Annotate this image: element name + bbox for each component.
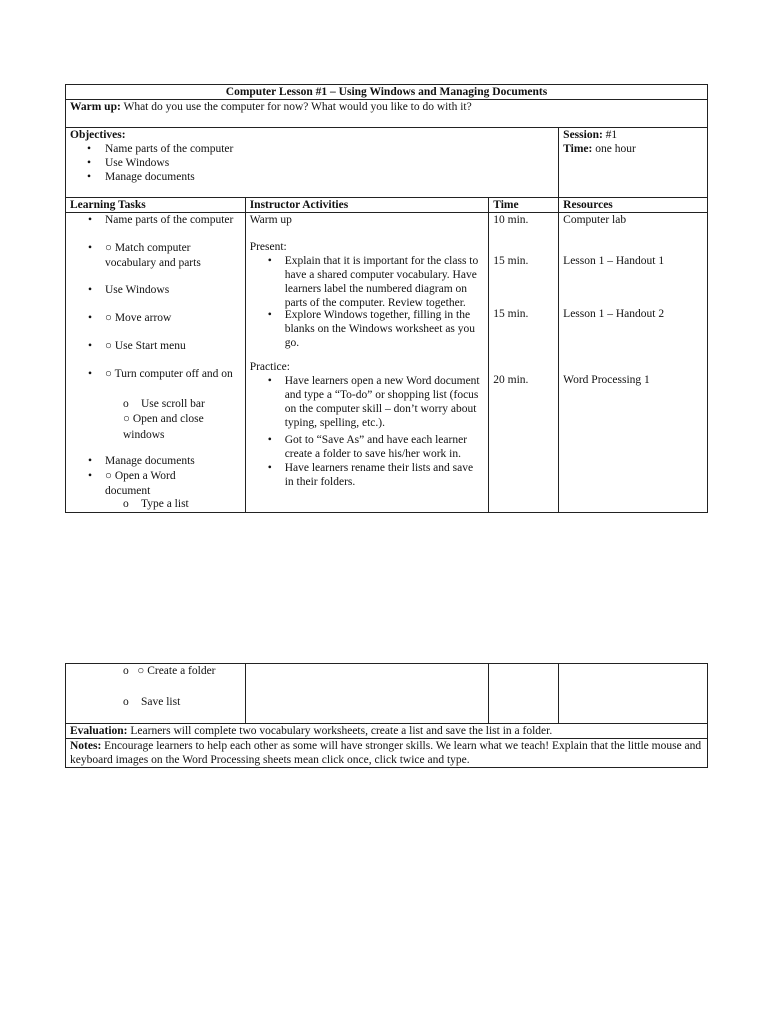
objectives-list [70, 142, 554, 184]
time-value: one hour [592, 143, 636, 155]
bullet-icon: • [88, 312, 93, 324]
activity-item: • Explore Windows together, filling in the blanks on the Windows worksheet as you go. [267, 309, 476, 349]
evaluation-row [66, 724, 708, 739]
objective-item: • Use Windows [87, 157, 170, 169]
task-item: • ○ Open a Word document [88, 470, 176, 497]
activity-practice-label: Practice: [249, 361, 290, 373]
header-learning-tasks: Learning Tasks [66, 198, 246, 213]
time-cell [489, 664, 559, 724]
instructor-activities-cell [245, 664, 489, 724]
task-subitem: o Use scroll bar [123, 398, 205, 410]
bullet-icon: • [88, 284, 93, 296]
session-cell [559, 128, 708, 198]
bullet-icon: • [267, 434, 272, 446]
objective-item: • Name parts of the computer [87, 143, 234, 155]
bullet-icon: • [87, 157, 92, 169]
lesson-table [65, 84, 708, 513]
activity-item: • Got to “Save As” and have each learner create a folder to save his/her work in. [267, 434, 468, 460]
lesson-table-continued [65, 663, 708, 768]
warmup-text: What do you use the computer for now? What would you like to do with it? [120, 101, 472, 113]
time-value-3: 15 min. [493, 308, 529, 320]
activity-warmup: Warm up [249, 214, 292, 226]
circle-bullet-icon: o [123, 498, 129, 510]
notes-text: Encourage learners to help each other as some will have stronger skills. We learn what we teach! Explain that the little mouse and keyboard images on the Word Processing sheets mean click once, click twice and type. [70, 740, 702, 766]
activity-item: • Have learners rename their lists and save in their folders. [267, 462, 474, 488]
resource-item: Computer lab [563, 214, 627, 226]
evaluation-text: Learners will complete two vocabulary worksheets, create a list and save the list in a folder. [127, 725, 553, 737]
task-subitem: ○ Open and close windows [123, 413, 204, 441]
objective-item: • Manage documents [87, 171, 195, 183]
evaluation-label: Evaluation: [70, 725, 128, 737]
resources-cell [559, 213, 708, 513]
warmup-row [66, 100, 708, 128]
resource-item: Word Processing 1 [563, 374, 650, 386]
learning-tasks-cell [66, 664, 246, 724]
circle-bullet-icon: o [123, 398, 129, 410]
task-item: • Manage documents [88, 455, 195, 467]
task-item: • ○ Use Start menu [88, 340, 186, 352]
bullet-icon: • [88, 340, 93, 352]
bullet-icon: • [88, 455, 93, 467]
bullet-icon: • [267, 309, 272, 321]
objectives-label: Objectives: [70, 129, 126, 141]
activity-present-label: Present: [249, 241, 287, 253]
notes-label: Notes: [70, 740, 102, 752]
bullet-icon: • [88, 368, 93, 380]
circle-bullet-icon: o [123, 665, 129, 677]
bullet-icon: • [88, 470, 93, 482]
instructor-activities-cell [245, 213, 489, 513]
task-item: • Use Windows [88, 284, 170, 296]
circle-bullet-icon: o [123, 696, 129, 708]
resource-item: Lesson 1 – Handout 2 [563, 308, 665, 320]
task-subitem: o ○ Create a folder [123, 665, 216, 677]
resources-cell [559, 664, 708, 724]
bullet-icon: • [87, 143, 92, 155]
time-cell [489, 213, 559, 513]
header-time: Time [489, 198, 559, 213]
task-item: • Name parts of the computer [88, 214, 234, 226]
bullet-icon: • [87, 171, 92, 183]
resource-item: Lesson 1 – Handout 1 [563, 255, 665, 267]
objectives-cell [66, 128, 559, 198]
time-label: Time: [563, 143, 593, 155]
task-subitem: o Type a list [123, 498, 189, 510]
time-value-1: 10 min. [493, 214, 529, 226]
notes-row [66, 739, 708, 768]
session-value: #1 [602, 129, 618, 141]
time-value-4: 20 min. [493, 374, 529, 386]
task-item: • ○ Move arrow [88, 312, 172, 324]
task-item: • ○ Match computer vocabulary and parts [88, 242, 201, 269]
activity-item: • Have learners open a new Word document and type a “To-do” or shopping list (focus on the computer skill – don’t worry about typing, spelling, etc.). [267, 375, 480, 429]
bullet-icon: • [267, 462, 272, 474]
bullet-icon: • [88, 242, 93, 254]
bullet-icon: • [267, 255, 272, 267]
bullet-icon: • [267, 375, 272, 387]
activity-item: • Explain that it is important for the class to have a shared computer vocabulary. Have learners label the numbered diagram on parts of the computer. Review together. [267, 255, 479, 309]
header-instructor-activities: Instructor Activities [245, 198, 489, 213]
warmup-label: Warm up: [70, 101, 121, 113]
lesson-title: Computer Lesson #1 – Using Windows and Managing Documents [66, 85, 708, 100]
task-subitem: o Save list [123, 696, 181, 708]
header-resources: Resources [559, 198, 708, 213]
bullet-icon: • [88, 214, 93, 226]
time-value-2: 15 min. [493, 255, 529, 267]
session-label: Session: [563, 129, 603, 141]
learning-tasks-cell [66, 213, 246, 513]
task-item: • ○ Turn computer off and on [88, 368, 233, 380]
